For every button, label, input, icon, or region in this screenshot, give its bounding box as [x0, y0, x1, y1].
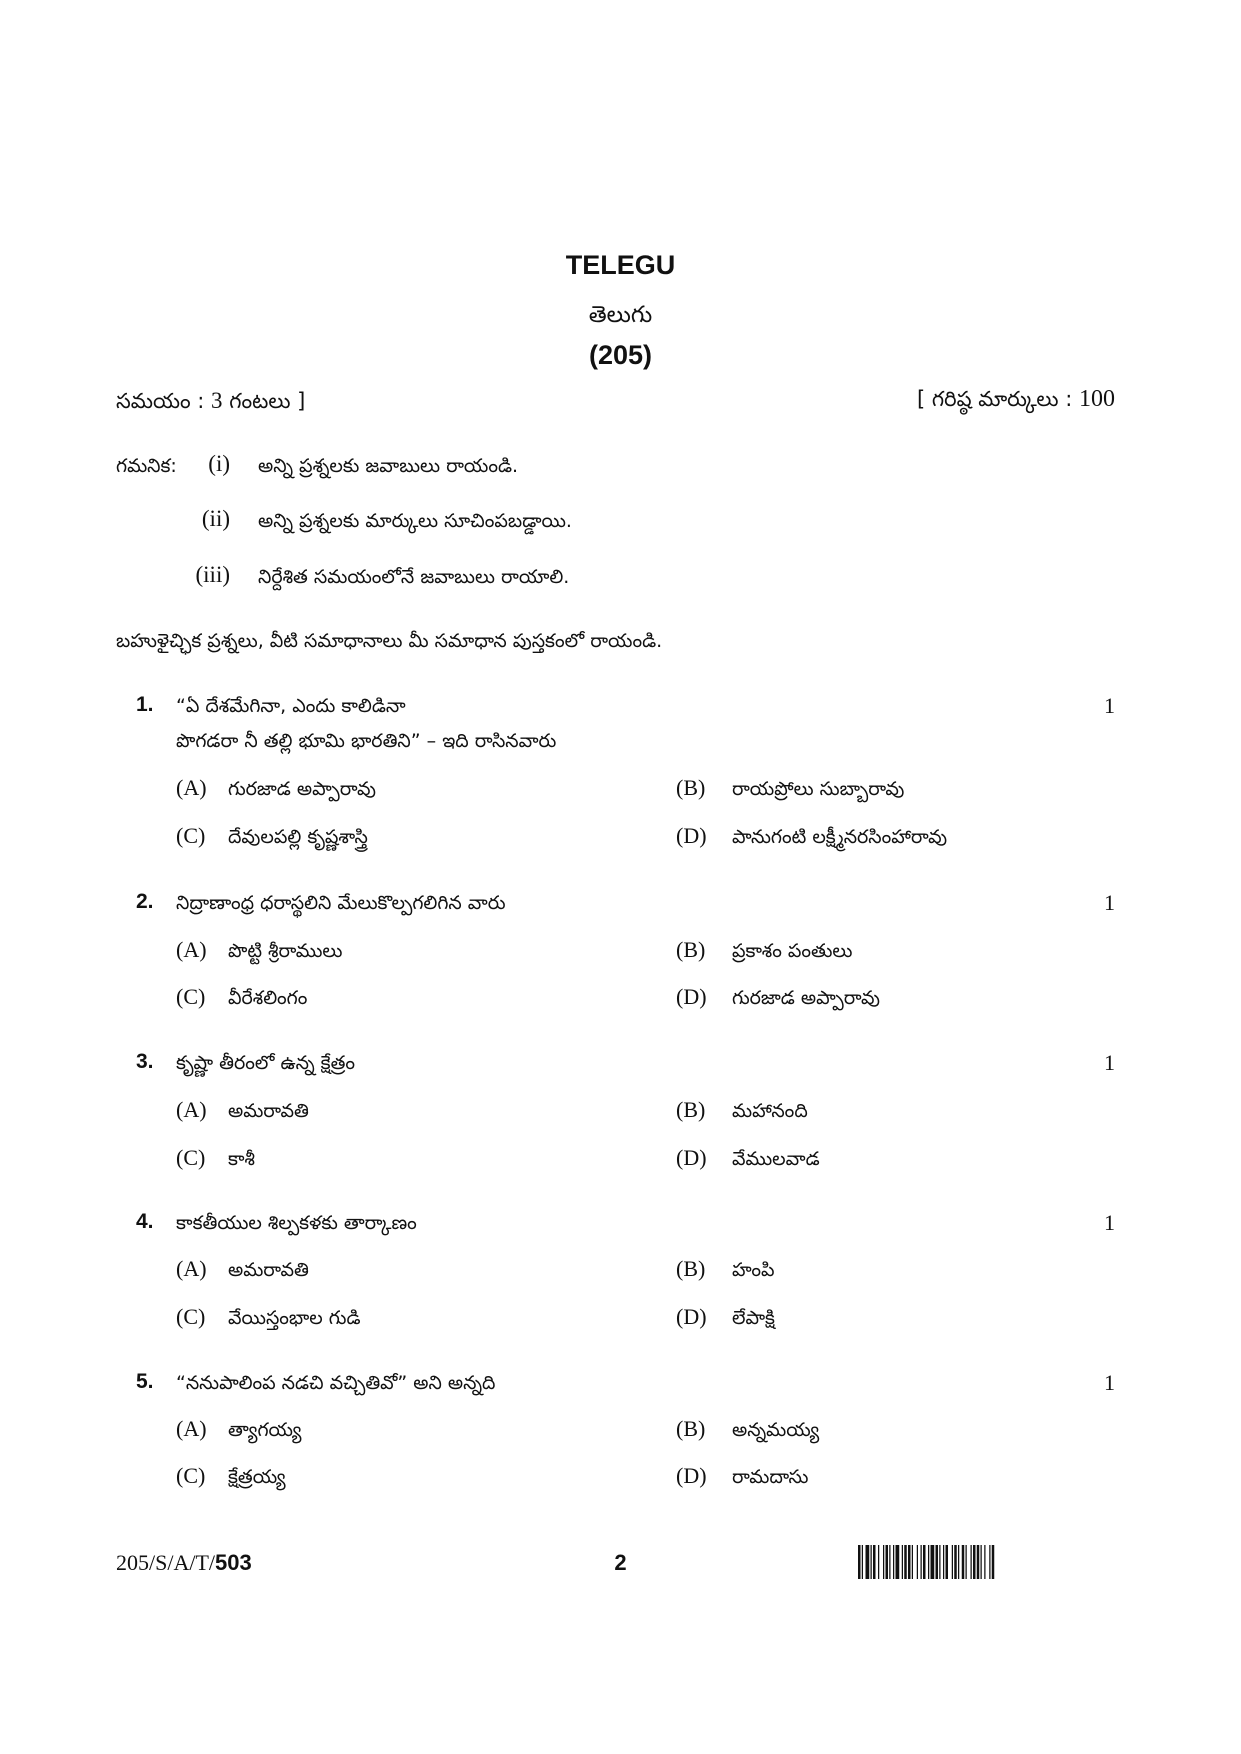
option-text: రామదాసు	[732, 1466, 809, 1488]
barcode-bar	[962, 1545, 965, 1579]
barcode-bar	[943, 1545, 944, 1579]
option-label: (A)	[176, 1256, 207, 1281]
barcode-bar	[946, 1545, 949, 1579]
option-text: లేపాక్షి	[732, 1307, 775, 1329]
question-text: “ననుపాలింప నడచి వచ్చితివో” అని అన్నది	[176, 1372, 496, 1394]
barcode-bar	[871, 1545, 872, 1579]
question-text: కృష్ణా తీరంలో ఉన్న క్షేత్రం	[176, 1052, 356, 1074]
option-label: (B)	[676, 775, 706, 800]
option-text: పొట్టి శ్రీరాములు	[228, 940, 343, 962]
option-text: అమరావతి	[228, 1259, 309, 1281]
option-text: అమరావతి	[228, 1100, 309, 1122]
barcode-bar	[966, 1545, 967, 1579]
barcode-bar	[873, 1545, 876, 1579]
option-text: పానుగంటి లక్ష్మీనరసింహారావు	[732, 826, 948, 848]
time-label: సమయం :	[116, 389, 212, 413]
barcode-bar	[878, 1545, 879, 1579]
barcode-bar	[992, 1545, 995, 1579]
option-text: రాయప్రోలు సుబ్బారావు	[732, 778, 905, 800]
marks-value: 100	[1079, 386, 1115, 412]
paper-code-number: 503	[215, 1550, 252, 1575]
barcode-bar	[928, 1545, 929, 1579]
option-label: (A)	[176, 775, 207, 800]
barcode-bar	[858, 1545, 861, 1579]
question-number: 2.	[136, 890, 154, 913]
barcode-bar	[977, 1545, 980, 1579]
question-number: 3.	[136, 1050, 154, 1073]
question-text: “ఏ దేశమేగినా, ఎందు కాలిడినా	[176, 695, 406, 717]
option-label: (D)	[676, 984, 707, 1009]
barcode-bar	[904, 1545, 907, 1579]
barcode-bar	[958, 1545, 959, 1579]
option-label: (B)	[676, 1416, 706, 1441]
option-label: (C)	[176, 1463, 206, 1488]
barcode-bar	[902, 1545, 903, 1579]
barcode-bar	[923, 1545, 926, 1579]
option-label: (A)	[176, 937, 207, 962]
option-label: (B)	[676, 1097, 706, 1122]
option-label: (D)	[676, 1463, 707, 1488]
option-label: (D)	[676, 823, 707, 848]
barcode-bar	[984, 1545, 985, 1579]
note-text: నిర్దేశిత సమయంలోనే జవాబులు రాయాలి.	[258, 566, 570, 588]
note-text: అన్ని ప్రశ్నలకు మార్కులు సూచింపబడ్డాయి.	[258, 510, 572, 532]
option-label: (D)	[676, 1304, 707, 1329]
question-number: 1.	[136, 693, 154, 716]
option-label: (C)	[176, 984, 206, 1009]
barcode-bar	[971, 1545, 972, 1579]
barcode-bar	[862, 1545, 863, 1579]
barcode-bar	[866, 1545, 870, 1579]
option-label: (A)	[176, 1097, 207, 1122]
barcode-bar	[989, 1545, 990, 1579]
option-text: గురజాడ అప్పారావు	[732, 987, 880, 1009]
barcode-bar	[883, 1545, 884, 1579]
option-label: (B)	[676, 937, 706, 962]
question-number: 4.	[136, 1210, 154, 1233]
paper-code-prefix: 205/S/A/T/	[116, 1550, 216, 1575]
notes-label: గమనిక:	[116, 455, 177, 477]
option-text: వేయిస్తంభాల గుడి	[228, 1307, 361, 1329]
option-text: ప్రకాశం పంతులు	[732, 940, 853, 962]
question-marks: 1	[1104, 1210, 1115, 1235]
barcode-bar	[973, 1545, 976, 1579]
time-unit: గంటలు ]	[222, 389, 306, 413]
option-label: (A)	[176, 1416, 207, 1441]
note-number: (ii)	[201, 506, 230, 531]
note-text: అన్ని ప్రశ్నలకు జవాబులు రాయండి.	[258, 455, 519, 477]
barcode-bar	[893, 1545, 894, 1579]
barcode-bar	[931, 1545, 935, 1579]
option-text: వేములవాడ	[732, 1148, 820, 1170]
marks-label: [ గరిష్ఠ మార్కులు :	[917, 387, 1079, 411]
question-number: 5.	[136, 1370, 154, 1393]
page-number: 2	[614, 1550, 627, 1575]
subject-code: (205)	[588, 340, 653, 370]
option-label: (C)	[176, 1304, 206, 1329]
subject-title-telugu: తెలుగు	[588, 302, 653, 328]
option-text: కాశీ	[228, 1148, 255, 1170]
maximum-marks	[917, 386, 1115, 417]
option-text: గురజాడ అప్పారావు	[228, 778, 376, 800]
barcode-bar	[896, 1545, 900, 1579]
question-marks: 1	[1104, 1050, 1115, 1075]
barcode-bar	[921, 1545, 922, 1579]
barcode-bar	[912, 1545, 913, 1579]
option-label: (B)	[676, 1256, 706, 1281]
question-marks: 1	[1104, 1370, 1115, 1395]
barcode-bar	[908, 1545, 911, 1579]
note-number: (iii)	[195, 562, 230, 587]
barcode-bar	[939, 1545, 940, 1579]
question-text: నిద్రాణాంధ్ర ధరాస్థలిని మేలుకొల్పగలిగిన వారు	[176, 892, 506, 914]
question-text: కాకతీయుల శిల్పకళకు తార్కాణం	[176, 1212, 417, 1234]
barcode-bar	[981, 1545, 982, 1579]
option-text: హంపి	[732, 1259, 775, 1281]
option-label: (D)	[676, 1145, 707, 1170]
question-text-line-2: పొగడరా నీ తల్లి భూమి భారతిని” – ఇది రాసినవారు	[176, 730, 557, 752]
barcode-bar	[886, 1545, 889, 1579]
option-text: త్యాగయ్య	[228, 1419, 302, 1441]
barcode-bar	[936, 1545, 939, 1579]
option-text: అన్నమయ్య	[732, 1419, 820, 1441]
barcode-icon	[858, 1545, 1115, 1579]
question-marks: 1	[1104, 890, 1115, 915]
barcode-bar	[889, 1545, 890, 1579]
general-instruction: బహుళైచ్ఛిక ప్రశ్నలు, వీటి సమాధానాలు మీ సమాధాన పుస్తకంలో రాయండి.	[116, 630, 663, 652]
note-number: (i)	[208, 451, 230, 476]
option-label: (C)	[176, 823, 206, 848]
time-value: 3	[211, 388, 223, 413]
option-label: (C)	[176, 1145, 206, 1170]
barcode-bar	[917, 1545, 918, 1579]
question-marks: 1	[1104, 693, 1115, 718]
option-text: దేవులపల్లి కృష్ణశాస్త్రి	[228, 826, 368, 848]
time-allowed	[116, 388, 305, 419]
option-text: మహానంది	[732, 1100, 808, 1122]
barcode-bar	[954, 1545, 957, 1579]
barcode-bar	[952, 1545, 953, 1579]
option-text: క్షేత్రయ్య	[228, 1466, 286, 1488]
option-text: వీరేశలింగం	[228, 987, 308, 1009]
subject-title-english: TELEGU	[565, 250, 676, 280]
